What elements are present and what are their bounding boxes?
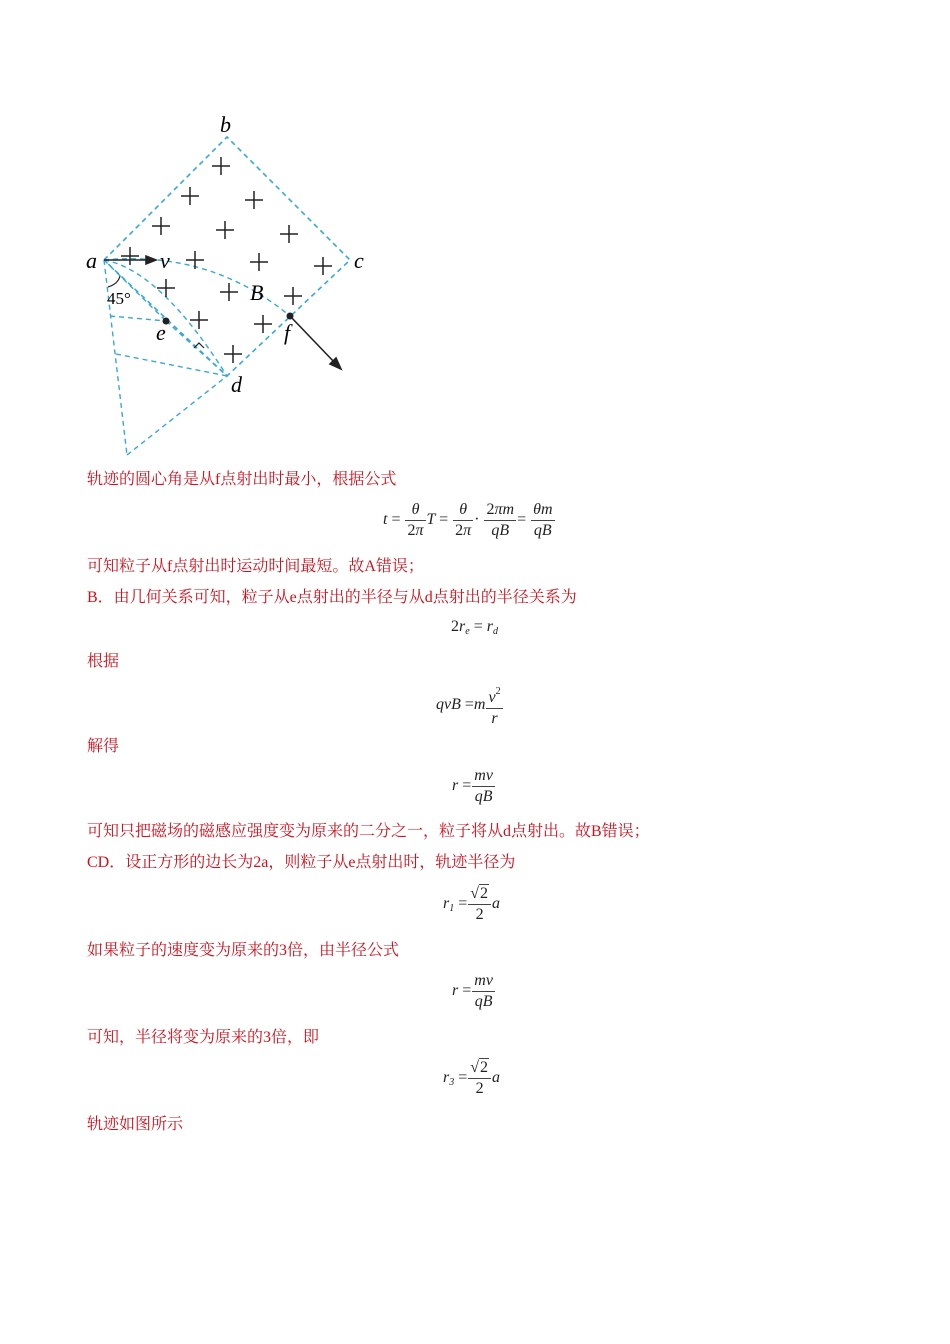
angle-arc: [108, 276, 120, 287]
label-c: c: [354, 248, 364, 273]
equation-radius-1: r = $\frac{mv}{qB}$: [452, 767, 493, 805]
paragraph-3: B．由几何关系可知，粒子从e点射出的半径与从d点射出的半径关系为: [87, 589, 577, 606]
paragraph-4: 根据: [87, 653, 120, 670]
equation-time: t = $\frac{\theta}{2\pi}$ T = $\frac{\theta}{2\pi}$ · $\frac{2\pi m}{qB}$ = $\frac{\theta m}{qB}$: [383, 501, 553, 539]
equation-lorentz: qvB =m $\frac{v^2}{r}$: [436, 682, 504, 729]
equation-r3: $r_3$ = $\frac{√2}{2}$ a: [443, 1059, 501, 1097]
paragraph-8: 如果粒子的速度变为原来的3倍，由半径公式: [87, 942, 400, 959]
paragraph-1: 轨迹的圆心角是从f点射出时最小，根据公式: [87, 471, 397, 488]
label-b: b: [220, 112, 231, 137]
equation-r1: $r_1$ = $\frac{√2}{2}$ a: [443, 885, 501, 923]
label-d: d: [231, 372, 242, 397]
label-a: a: [86, 248, 97, 273]
equation-radius-relation: $2r_e = r_d$: [451, 618, 498, 637]
paragraph-7: CD．设正方形的边长为2a，则粒子从e点射出时，轨迹半径为: [87, 854, 516, 871]
label-e: e: [156, 320, 166, 345]
label-f: f: [284, 320, 291, 345]
point-f-dot: [287, 313, 294, 320]
paragraph-10: 轨迹如图所示: [87, 1116, 184, 1133]
label-B: B: [250, 280, 264, 305]
magnetic-field-diagram: [0, 0, 400, 470]
label-angle: 45°: [107, 289, 131, 308]
label-v: v: [160, 248, 170, 273]
paragraph-5: 解得: [87, 738, 120, 755]
exit-arrow: [290, 316, 341, 369]
equation-radius-2: r = $\frac{mv}{qB}$: [452, 972, 493, 1010]
paragraph-6: 可知只把磁场的磁感应强度变为原来的二分之一，粒子将从d点射出。故B错误；: [87, 823, 650, 840]
paragraph-2: 可知粒子从f点射出时运动时间最短。故A错误；: [87, 558, 424, 575]
paragraph-9: 可知，半径将变为原来的3倍，即: [87, 1029, 320, 1046]
